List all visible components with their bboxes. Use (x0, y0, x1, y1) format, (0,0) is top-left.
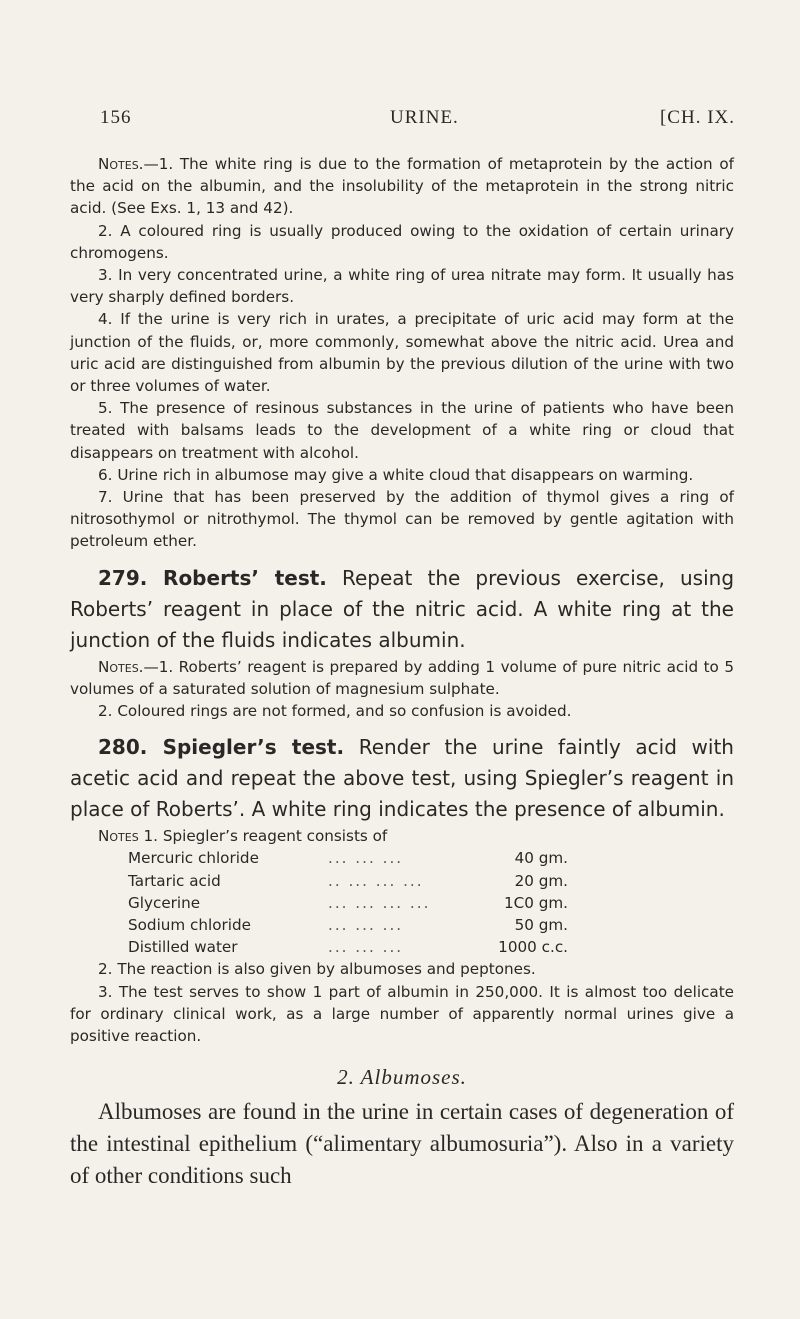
roberts-heading: 279. Roberts’ test. (98, 565, 327, 590)
chapter-label: [CH. IX. (659, 107, 735, 128)
recipe-ingredient: Tartaric acid (128, 871, 221, 890)
spiegler-test-paragraph (70, 732, 734, 825)
recipe-leader: ... ... ... (328, 916, 404, 935)
spiegler-heading: 280. Spiegler’s test. (98, 735, 345, 760)
spiegler-note-2: 2. The reaction is also given by albumoses and peptones. (98, 960, 536, 979)
recipe-row (128, 847, 568, 869)
note-2: 2. A coloured ring is usually produced owing to the oxidation of certain urinary chromogens. (70, 221, 734, 262)
recipe-leader: ... ... ... (328, 938, 404, 957)
recipe-amount: 20 gm. (514, 871, 568, 890)
recipe-row (128, 892, 568, 914)
note-text: —1. The white ring is due to the formation of metaprotein by the action of the acid on the albumin, and the insolubility of the metaprotein in the strong nitric acid. (See Exs. 1, 13 and 42). (70, 155, 734, 218)
recipe-ingredient: Distilled water (128, 938, 238, 957)
note-6: 6. Urine rich in albumose may give a white cloud that disappears on warming. (98, 465, 694, 484)
recipe-amount: 40 gm. (514, 849, 568, 868)
note-5: 5. The presence of resinous substances in the urine of patients who have been treated with balsams leads to the development of a white ring or cloud that disappears on treatment with alcohol. (70, 399, 734, 462)
spiegler-note-3: 3. The test serves to show 1 part of albumin in 250,000. It is almost too delicate for ordinary clinical work, as a large number of apparently normal urines give a positive reaction. (70, 982, 734, 1046)
roberts-text: Repeat the previous exercise, using Roberts’ reagent in place of the nitric acid. A white ring at the junction of the fluids indicates albumin. (70, 565, 735, 652)
recipe-row (128, 870, 568, 892)
page-number: 156 (100, 107, 132, 128)
spiegler-text: Render the urine faintly acid with acetic acid and repeat the above test, using Spiegler’s reagent in place of Roberts’. A white ring indicates the presence of albumin. (70, 735, 734, 822)
note-text: —1. Roberts’ reagent is prepared by adding 1 volume of pure nitric acid to 5 volumes of a saturated solution of magnesium sulphate. (70, 657, 734, 698)
recipe-ingredient: Glycerine (128, 893, 201, 912)
spiegler-note-1 (70, 825, 734, 847)
roberts-note-2: 2. Coloured rings are not formed, and so confusion is avoided. (98, 702, 572, 721)
roberts-test-paragraph (70, 563, 734, 656)
recipe-row (128, 914, 568, 936)
note-7: 7. Urine that has been preserved by the addition of thymol gives a ring of nitrosothymol or nitrothymol. The thymol can be removed by gentle agitation with petroleum ether. (70, 488, 734, 551)
recipe-row (128, 936, 568, 958)
recipe-leader: .. ... ... ... (328, 871, 424, 890)
recipe-ingredient: Mercuric chloride (128, 849, 259, 868)
notes-label: Notes. (98, 657, 144, 676)
recipe-leader: ... ... ... ... (328, 893, 431, 912)
note-3: 3. In very concentrated urine, a white ring of urea nitrate may form. It usually has very sharply defined borders. (70, 266, 734, 307)
section-heading: 2. Albumoses. (337, 1065, 467, 1090)
roberts-note-1 (70, 656, 734, 700)
running-title: URINE. (390, 107, 459, 128)
albumoses-paragraph: Albumoses are found in the urine in certain cases of degeneration of the intestinal epithelium (“alimentary albumosuria”). Also in a variety of other conditions such (70, 1099, 734, 1189)
spiegler-recipe-table (128, 847, 568, 958)
note-1 (70, 153, 734, 220)
recipe-leader: ... ... ... (328, 849, 404, 868)
note-text: 1. Spiegler’s reagent consists of (138, 827, 388, 846)
note-4: 4. If the urine is very rich in urates, a precipitate of uric acid may form at the junction of the fluids, or, more commonly, somewhat above the nitric acid. Urea and uric acid are distinguished from albumin by the previous dilution of the urine with two or three volumes of water. (70, 310, 734, 396)
recipe-amount: 1C0 gm. (503, 893, 568, 912)
notes-label: Notes. (98, 155, 144, 173)
page-body (70, 153, 734, 1192)
recipe-amount: 50 gm. (514, 916, 568, 935)
notes-label: Notes (98, 827, 139, 846)
recipe-ingredient: Sodium chloride (128, 916, 251, 935)
recipe-amount: 1000 c.c. (498, 938, 568, 957)
